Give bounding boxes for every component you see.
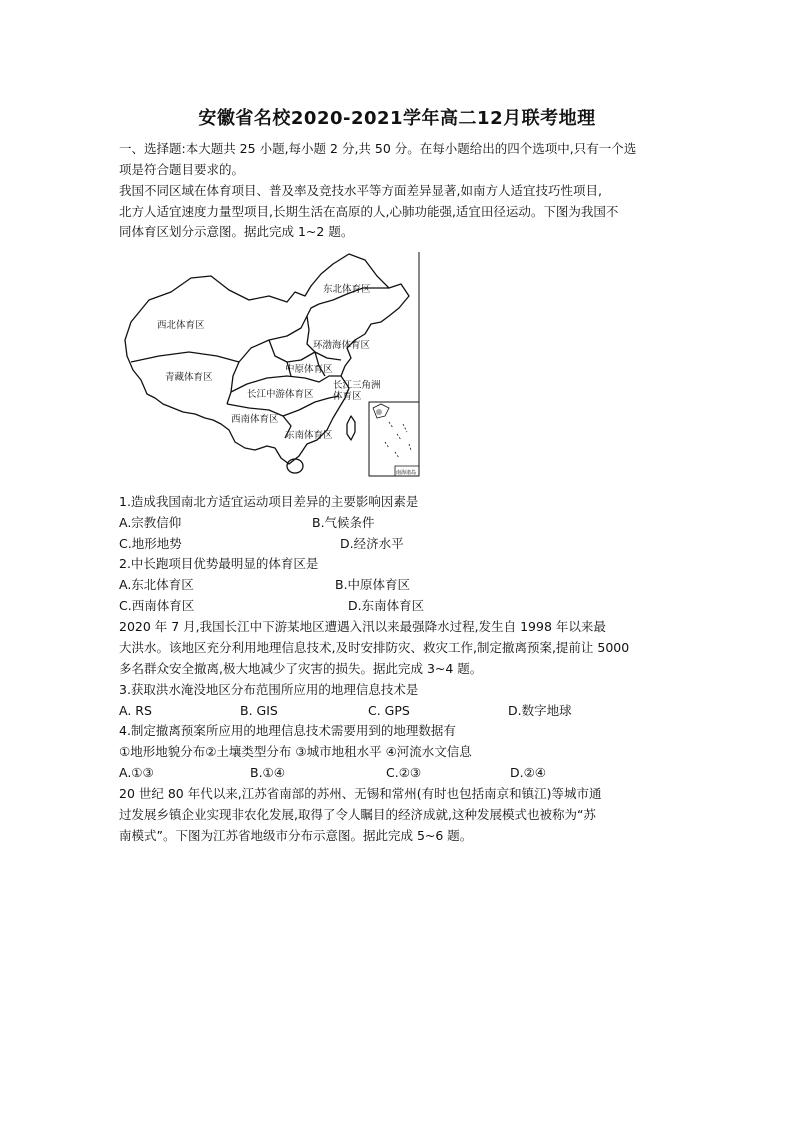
passage2-line-1: 2020 年 7 月,我国长江中下游某地区遭遇入汛以来最强降水过程,发生自 1998 年以来最	[119, 619, 606, 634]
label-qingzang: 青藏体育区	[165, 372, 213, 383]
q4-option-b[interactable]: B.①④	[250, 765, 285, 780]
q1-option-a[interactable]: A.宗教信仰	[119, 515, 182, 530]
sports-region-map	[119, 252, 425, 478]
label-southwest: 西南体育区	[231, 414, 279, 425]
label-northwest: 西北体育区	[157, 320, 205, 331]
passage1-line-3: 同体育区划分示意图。据此完成 1~2 题。	[119, 224, 354, 239]
q3-stem: 3.获取洪水淹没地区分布范围所应用的地理信息技术是	[119, 682, 419, 697]
passage2-line-3: 多名群众安全撤离,极大地减少了灾害的损失。据此完成 3~4 题。	[119, 661, 483, 676]
q3-option-a[interactable]: A. RS	[119, 703, 152, 718]
label-zhongyuan: 中原体育区	[285, 364, 333, 375]
q4-option-d[interactable]: D.②④	[510, 765, 547, 780]
q4-items: ①地形地貌分布②土壤类型分布 ③城市地租水平 ④河流水文信息	[119, 744, 472, 759]
label-southeast: 东南体育区	[285, 430, 333, 441]
passage1-line-2: 北方人适宜速度力量型项目,长期生活在高原的人,心肺功能强,适宜田径运动。下图为我国不	[119, 204, 619, 219]
label-inset: 南海诸岛	[396, 470, 417, 476]
section-instruction-line-1: 一、选择题:本大题共 25 小题,每小题 2 分,共 50 分。在每小题给出的四个选项中,只有一个选	[119, 141, 637, 156]
passage1-line-1: 我国不同区域在体育项目、普及率及竞技水平等方面差异显著,如南方人适宜技巧性项目,	[119, 183, 602, 198]
border-qz-sw	[227, 362, 239, 404]
passage2-line-2: 大洪水。该地区充分利用地理信息技术,及时安排防灾、救灾工作,制定撤离预案,提前让 5000	[119, 640, 630, 655]
border-zhongyuan	[269, 340, 315, 362]
taiwan-island	[347, 416, 355, 440]
page-title: 安徽省名校2020-2021学年高二12月联考地理	[198, 108, 596, 129]
q1-stem: 1.造成我国南北方适宜运动项目差异的主要影响因素是	[119, 494, 419, 509]
q2-option-b[interactable]: B.中原体育区	[335, 577, 411, 592]
q1-option-b[interactable]: B.气候条件	[312, 515, 375, 530]
hainan-island	[287, 459, 303, 473]
border-nw-east	[239, 304, 319, 362]
passage3-line-3: 南模式”。下图为江苏省地级市分布示意图。据此完成 5~6 题。	[119, 828, 473, 843]
label-northeast: 东北体育区	[323, 284, 371, 295]
q4-stem: 4.制定撤离预案所应用的地理信息技术需要用到的地理数据有	[119, 723, 456, 738]
q3-option-b[interactable]: B. GIS	[240, 703, 278, 718]
section-instruction-line-2: 项是符合题目要求的。	[119, 162, 245, 177]
q3-option-d[interactable]: D.数字地球	[508, 703, 572, 718]
q2-stem: 2.中长跑项目优势最明显的体育区是	[119, 556, 319, 571]
label-changjiang-delta-1: 长江三角洲	[333, 380, 381, 391]
label-changjiang-delta-2: 体育区	[333, 391, 362, 402]
q2-option-a[interactable]: A.东北体育区	[119, 577, 194, 592]
q2-option-c[interactable]: C.西南体育区	[119, 598, 195, 613]
label-changjiang-mid: 长江中游体育区	[247, 389, 314, 400]
q4-option-c[interactable]: C.②③	[386, 765, 422, 780]
border-nw-qz	[131, 352, 239, 362]
q1-option-c[interactable]: C.地形地势	[119, 536, 182, 551]
q4-option-a[interactable]: A.①③	[119, 765, 154, 780]
label-bohai: 环渤海体育区	[313, 340, 371, 351]
passage3-line-2: 过发展乡镇企业实现非农化发展,取得了令人瞩目的经济成就,这种发展模式也被称为“苏	[119, 807, 596, 822]
q2-option-d[interactable]: D.东南体育区	[348, 598, 425, 613]
china-map-svg	[119, 252, 425, 478]
q3-option-c[interactable]: C. GPS	[368, 703, 410, 718]
passage3-line-1: 20 世纪 80 年代以来,江苏省南部的苏州、无锡和常州(有时也包括南京和镇江)等城市通	[119, 786, 602, 801]
q1-option-d[interactable]: D.经济水平	[340, 536, 404, 551]
